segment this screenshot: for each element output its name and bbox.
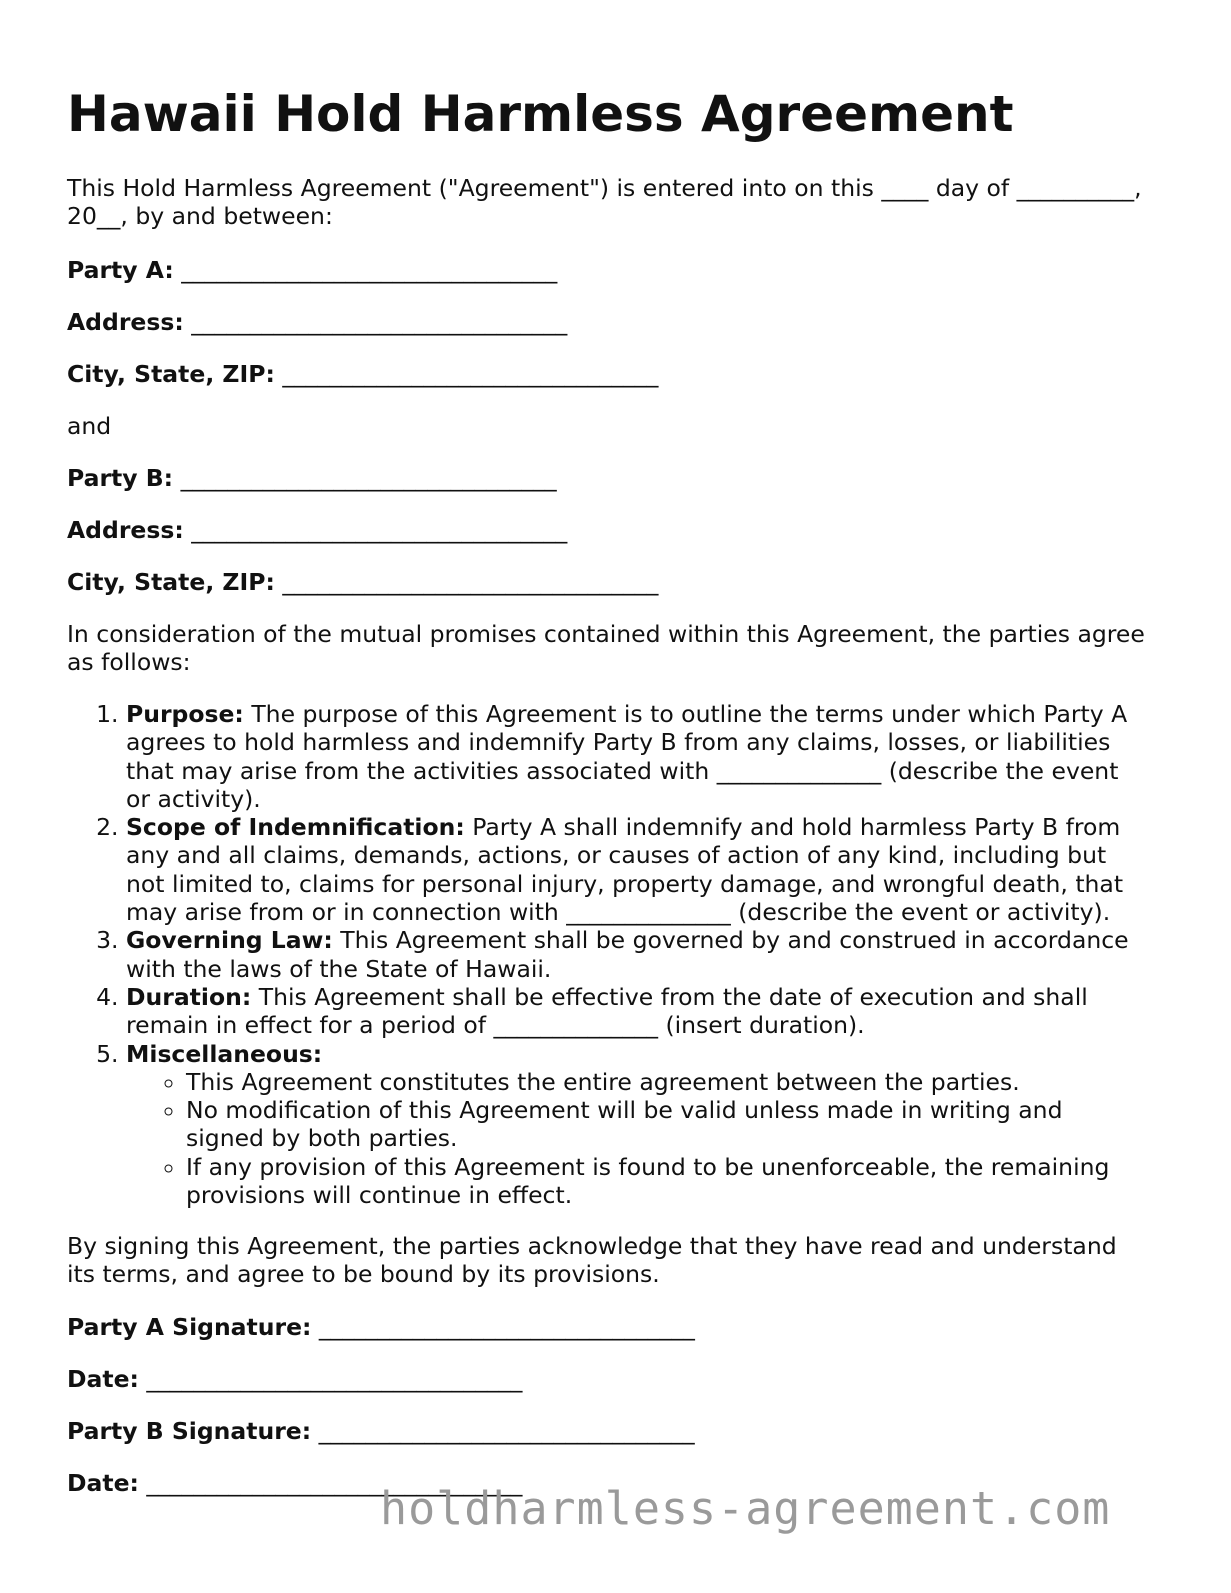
term-text: This Agreement shall be governed by and construed in accordance with the laws of the State of Hawaii. bbox=[126, 926, 1129, 983]
blank-line: ________________________________ bbox=[318, 1417, 695, 1445]
blank-line: ________________________________ bbox=[318, 1313, 695, 1341]
party-a-date-field bbox=[67, 1365, 522, 1393]
closing-paragraph: By signing this Agreement, the parties acknowledge that they have read and understand its terms, and agree to be bound by its provisions. bbox=[67, 1232, 1117, 1289]
party-a-signature-field bbox=[67, 1313, 695, 1341]
misc-list bbox=[126, 1068, 1146, 1209]
blank-line: ________________________________ bbox=[181, 256, 558, 284]
party-a-name-label: Party A: bbox=[67, 256, 174, 284]
term-text: The purpose of this Agreement is to outline the terms under which Party A agrees to hold harmless and indemnify Party B from any claims, losses, or liabilities that may arise from the activities associated with ______________ (describe the event or activity). bbox=[126, 700, 1128, 813]
term-item-scope bbox=[126, 813, 1146, 926]
intro-paragraph: This Hold Harmless Agreement ("Agreement") is entered into on this ____ day of __________, 20__, by and between: bbox=[67, 174, 1142, 231]
party-a-city-label: City, State, ZIP: bbox=[67, 360, 275, 388]
party-a-signature-label: Party A Signature: bbox=[67, 1313, 312, 1341]
party-b-city-label: City, State, ZIP: bbox=[67, 568, 275, 596]
misc-item: ◦ No modification of this Agreement will be valid unless made in writing and signed by both parties. bbox=[186, 1096, 1146, 1153]
term-heading: Governing Law: bbox=[126, 926, 333, 955]
blank-line: ________________________________ bbox=[282, 360, 659, 388]
term-text: This Agreement shall be effective from the date of execution and shall remain in effect for a period of ______________ (insert duration). bbox=[126, 982, 1088, 1040]
party-b-signature-label: Party B Signature: bbox=[67, 1417, 312, 1445]
party-a-address-field bbox=[67, 308, 567, 336]
party-b-address-field bbox=[67, 516, 567, 544]
party-b-address-label: Address: bbox=[67, 516, 184, 544]
term-item-miscellaneous bbox=[126, 1040, 1146, 1210]
party-b-city-field bbox=[67, 568, 658, 596]
party-a-address-label: Address: bbox=[67, 308, 184, 336]
term-text: Party A shall indemnify and hold harmless Party B from any and all claims, demands, actions, or causes of action of any kind, including but not limited to, claims for personal injury, property damage, and wrongful death, that may arise from or in connection with ______________ (describe the event or activity). bbox=[126, 813, 1124, 927]
term-heading: Scope of Indemnification: bbox=[126, 813, 465, 842]
misc-item: ◦ If any provision of this Agreement is found to be unenforceable, the remaining provisions will continue in effect. bbox=[186, 1153, 1146, 1210]
blank-line: ________________________________ bbox=[180, 464, 557, 492]
blank-line: ________________________________ bbox=[282, 568, 659, 596]
term-heading: Miscellaneous: bbox=[126, 1039, 323, 1068]
blank-line: ________________________________ bbox=[146, 1365, 523, 1393]
party-a-name-field bbox=[67, 256, 557, 284]
term-item-purpose bbox=[126, 700, 1146, 813]
page-title: Hawaii Hold Harmless Agreement bbox=[67, 85, 1014, 143]
and-text: and bbox=[67, 412, 112, 440]
consideration-paragraph: In consideration of the mutual promises contained within this Agreement, the parties agree as follows: bbox=[67, 620, 1145, 677]
term-heading: Duration: bbox=[126, 982, 252, 1011]
party-b-signature-field bbox=[67, 1417, 695, 1445]
misc-item: ◦ This Agreement constitutes the entire agreement between the parties. bbox=[186, 1068, 1146, 1096]
party-b-name-field bbox=[67, 464, 557, 492]
blank-line: ________________________________ bbox=[146, 1469, 523, 1497]
blank-line: ________________________________ bbox=[191, 516, 568, 544]
party-a-date-label: Date: bbox=[67, 1365, 139, 1393]
party-a-city-field bbox=[67, 360, 658, 388]
party-b-name-label: Party B: bbox=[67, 464, 174, 492]
term-item-governing-law bbox=[126, 926, 1146, 983]
terms-list bbox=[67, 700, 1146, 1209]
term-item-duration bbox=[126, 983, 1146, 1040]
watermark: holdharmless-agreement.com bbox=[380, 1482, 1111, 1535]
blank-line: ________________________________ bbox=[191, 308, 568, 336]
term-heading: Purpose: bbox=[126, 700, 244, 728]
party-b-date-label: Date: bbox=[67, 1469, 139, 1497]
